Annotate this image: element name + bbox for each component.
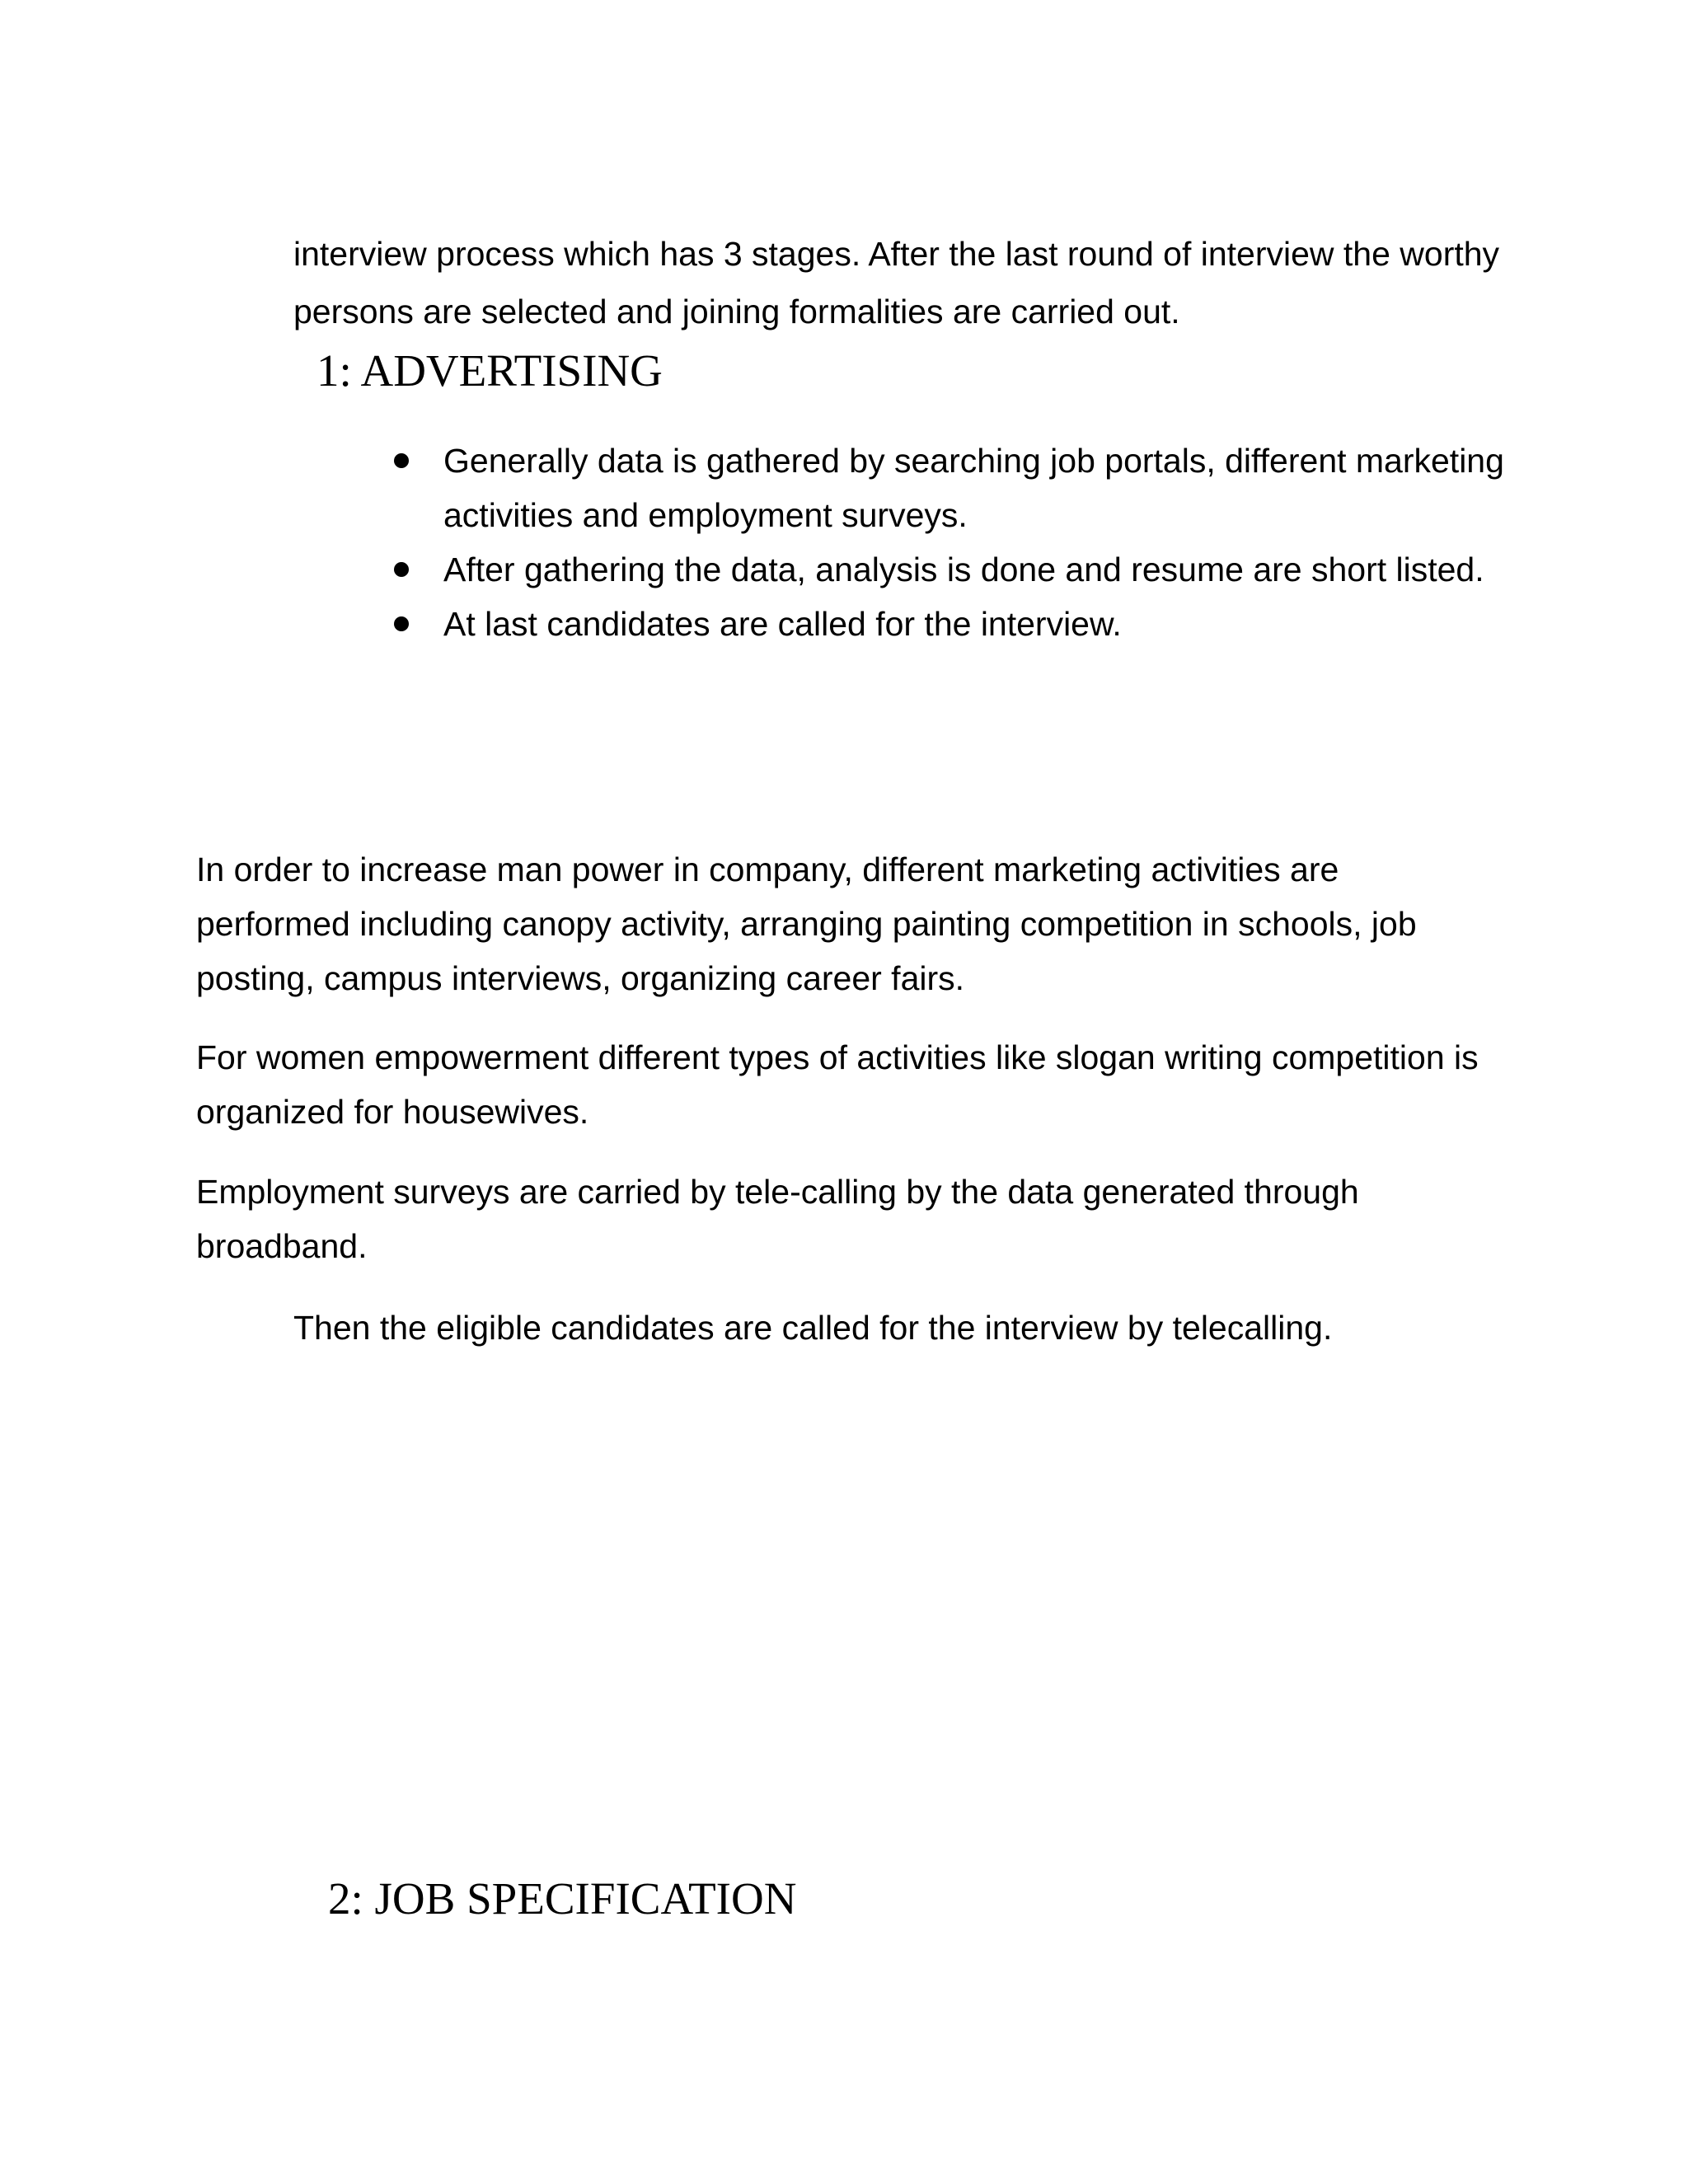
paragraph-employment-surveys: Employment surveys are carried by tele-calling by the data generated through broadband. [196,1173,1359,1265]
bullet-dot-icon [394,562,409,577]
list-item [394,434,1507,542]
intro-paragraph: interview process which has 3 stages. After the last round of interview the worthy persons are selected and joining formalities are carried out. [293,235,1500,330]
list-item [394,597,1507,651]
bullet-dot-icon [394,616,409,631]
paragraph-telecalling: Then the eligible candidates are called for the interview by telecalling. [293,1309,1333,1347]
section-heading-advertising: 1: ADVERTISING [316,345,663,396]
bullet-dot-icon [394,453,409,468]
list-item [394,542,1507,597]
list-item-text: Generally data is gathered by searching job portals, different marketing activities and employment surveys. [443,442,1504,534]
paragraph-women-empowerment: For women empowerment different types of activities like slogan writing competition is organized for housewives. [196,1038,1479,1131]
advertising-bullet-list [394,434,1507,651]
section-heading-job-specification: 2: JOB SPECIFICATION [328,1873,797,1924]
list-item-text: At last candidates are called for the interview. [443,605,1122,643]
paragraph-marketing-activities: In order to increase man power in company, different marketing activities are performed including canopy activity, arranging painting competition in schools, job posting, campus interviews, organizing career fairs. [196,851,1417,997]
list-item-text: After gathering the data, analysis is done and resume are short listed. [443,551,1484,588]
